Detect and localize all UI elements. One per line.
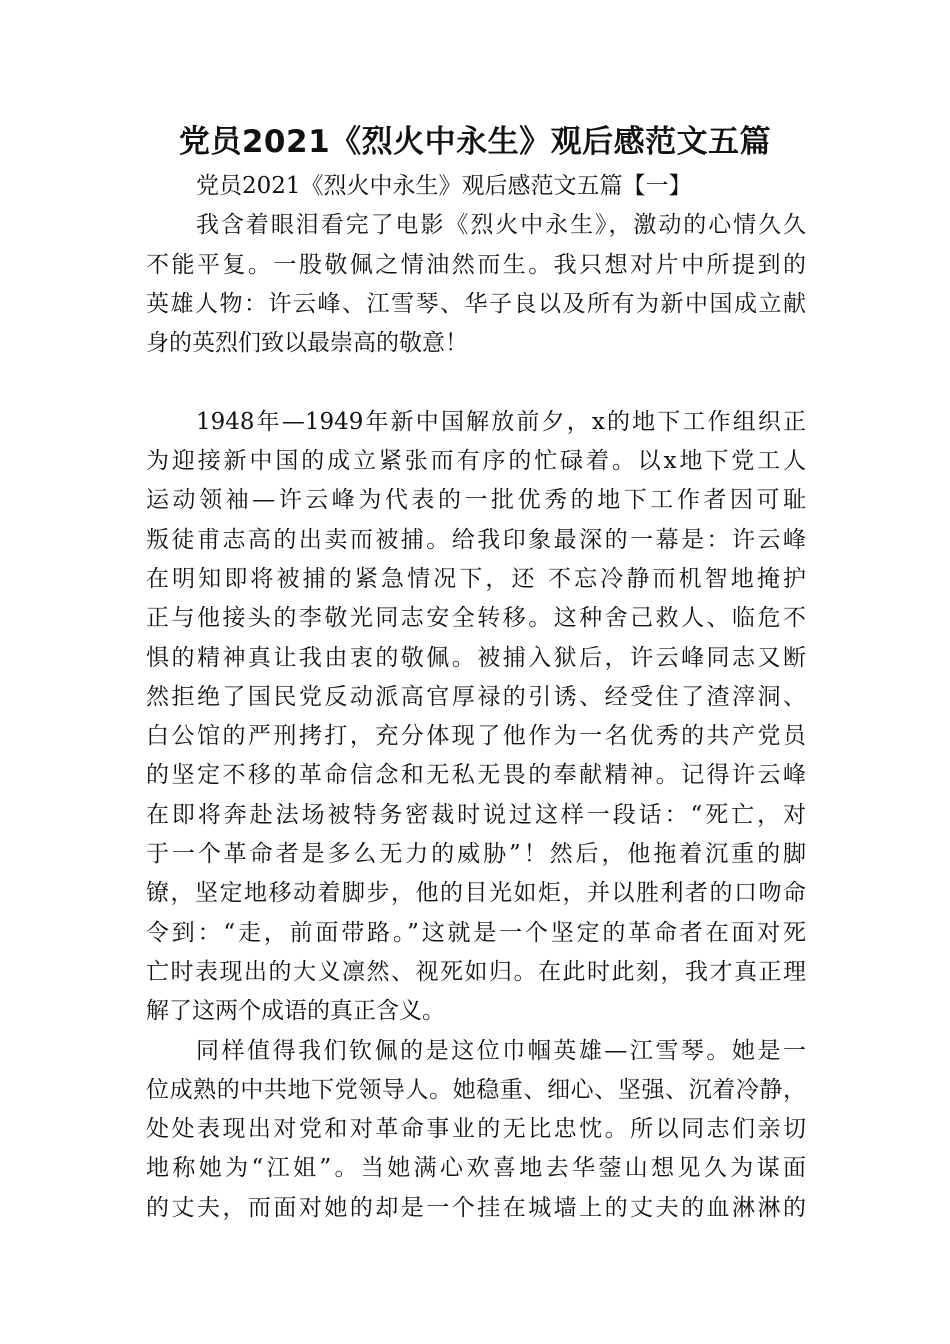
document-title: 党员2021《烈火中永生》观后感范文五篇 [178,124,772,160]
paragraph-3-line: 处处表现出对党和对革命事业的无比忠忱。所以同志们亲切 [146,1116,806,1143]
paragraph-2-line: 叛徒甫志高的出卖而被捕。给我印象最深的一幕是：许云峰 [146,526,806,553]
paragraph-2-line: 解了这两个成语的真正含义。 [146,998,445,1025]
paragraph-2-line: 白公馆的严刑拷打，充分体现了他作为一名优秀的共产党员 [146,723,806,750]
paragraph-3-line: 同样值得我们钦佩的是这位巾帼英雄—江雪琴。她是一 [196,1037,806,1064]
paragraph-2-line: 亡时表现出的大义凛然、视死如归。在此时此刻，我才真正理 [146,958,806,985]
paragraph-2-line: 在明知即将被捕的紧急情况下，还 不忘冷静而机智地掩护 [146,565,806,592]
paragraph-2-line: 于一个革命者是多么无力的威胁”！然后，他拖着沉重的脚 [146,841,806,868]
paragraph-2-line: 为迎接新中国的成立紧张而有序的忙碌着。以x地下党工人 [146,448,806,475]
document-body [146,167,806,1228]
paragraph-3-line: 的丈夫，而面对她的却是一个挂在城墙上的丈夫的血淋淋的 [146,1194,806,1221]
paragraph-3-line: 位成熟的中共地下党领导人。她稳重、细心、坚强、沉着冷静， [146,1076,806,1103]
paragraph-1-line: 身的英烈们致以最崇高的敬意！ [146,330,468,357]
paragraph-2-line: 的坚定不移的革命信念和无私无畏的奉献精神。记得许云峰 [146,762,806,789]
paragraph-1-line: 不能平复。一股敬佩之情油然而生。我只想对片中所提到的 [146,251,806,278]
paragraph-spacer [146,363,806,402]
paragraph-1-line: 英雄人物：许云峰、江雪琴、华子良以及所有为新中国成立献 [146,290,806,317]
paragraph-3-line: 地称她为“江姐”。当她满心欢喜地去华蓥山想见久为谋面 [146,1155,806,1182]
paragraph-2-line: 惧的精神真让我由衷的敬佩。被捕入狱后，许云峰同志又断 [146,644,806,671]
paragraph-2-line: 然拒绝了国民党反动派高官厚禄的引诱、经受住了渣滓洞、 [146,683,806,710]
section-subtitle: 党员2021《烈火中永生》观后感范文五篇【一】 [196,173,692,199]
paragraph-2-line: 1948年—1949年新中国解放前夕，x的地下工作组织正 [196,408,806,435]
paragraph-2-line: 正与他接头的李敬光同志安全转移。这种舍己救人、临危不 [146,605,806,632]
paragraph-2-line: 在即将奔赴法场被特务密裁时说过这样一段话：“死亡，对 [146,801,806,828]
paragraph-2-line: 令到：“走，前面带路。”这就是一个坚定的革命者在面对死 [146,919,806,946]
paragraph-1-line: 我含着眼泪看完了电影《烈火中永生》，激动的心情久久 [196,212,806,239]
paragraph-2-line: 镣，坚定地移动着脚步，他的目光如炬，并以胜利者的口吻命 [146,880,806,907]
paragraph-2-line: 运动领袖—许云峰为代表的一批优秀的地下工作者因可耻 [146,487,806,514]
